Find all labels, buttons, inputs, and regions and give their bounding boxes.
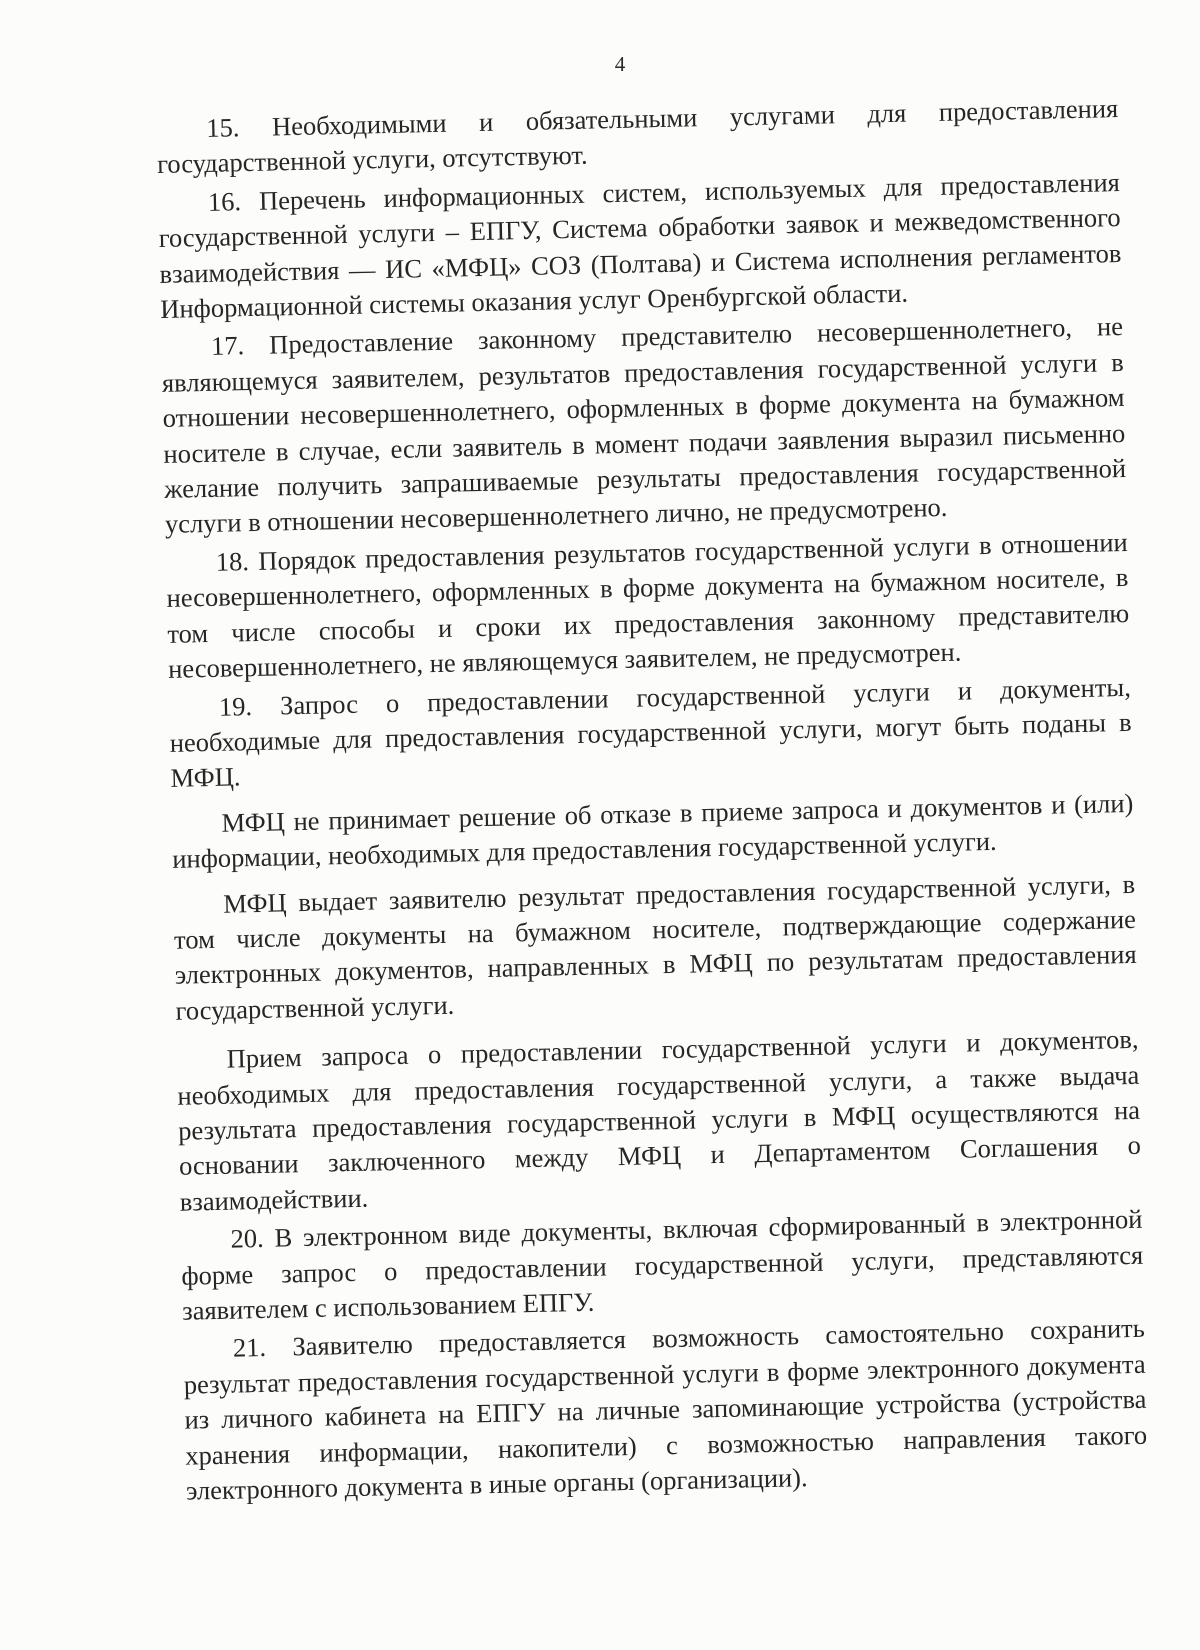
paragraph-21: 21. Заявителю предоставляется возможность самостоятельно сохранить результат предоставления государственной услуги в форме электронного документа из личного кабинета на ЕПГУ на личные запоминающие устройства (устройства хранения информации, накопители) с возможностью направления такого электронного документа в иные органы (организации). <box>183 1313 1148 1506</box>
paragraph-16: 16. Перечень информационных систем, используемых для предоставления государственной услуги – ЕПГУ, Система обработки заявок и межведомственного взаимодействия — ИС «МФЦ» СОЗ (Полтава) и Система исполнения регламентов Информационной системы оказания услуг Оренбургской области. <box>158 166 1122 324</box>
paragraph-18: 18. Порядок предоставления результатов государственной услуги в отношении несовершеннолетнего, оформленных в форме документа на бумажном носителе, в том числе способы и сроки их предоставления законному представителю несовершеннолетнего, не являющемуся заявителем, не предусмотрен. <box>166 526 1130 684</box>
page-number: 4 <box>614 52 626 76</box>
document-body <box>156 91 1148 1509</box>
paragraph-19: 19. Запрос о предоставлении государственной услуги и документы, необходимые для предоставления государственной услуги, могут быть поданы в МФЦ. <box>169 671 1132 794</box>
paragraph-mfc-refusal: МФЦ не принимает решение об отказе в приеме запроса и документов и (или) информации, необходимых для предоставления государственной услуги. <box>171 787 1134 874</box>
paragraph-20: 20. В электронном виде документы, включая сформированный в электронной форме запрос о предоставлении государственной услуги, представляются заявителем с использованием ЕПГУ. <box>181 1203 1144 1326</box>
paragraph-15: 15. Необходимыми и обязательными услугами для предоставления государственной услуги, отсутствуют. <box>156 93 1119 180</box>
paragraph-mfc-issue: МФЦ выдает заявителю результат предоставления государственной услуги, в том числе документы на бумажном носителе, подтверждающие содержание электронных документов, направленных в МФЦ по результатам предоставления государственной услуги. <box>173 868 1137 1026</box>
paragraph-17: 17. Предоставление законному представителю несовершеннолетнего, не являющемуся заявителем, результатов предоставления государственной услуги в отношении несовершеннолетнего, оформленных в форме документа на бумажном носителе в случае, если заявитель в момент подачи заявления выразил письменно желание получить запрашиваемые результаты предоставления государственной услуги в отношении несовершеннолетнего лично, не предусмотрено. <box>161 311 1127 540</box>
paragraph-mfc-agreement: Прием запроса о предоставлении государственной услуги и документов, необходимых для предоставления государственной услуги, а также выдача результата предоставления государственной услуги в МФЦ осуществляются на основании заключенного между МФЦ и Департаментом Соглашения о взаимодействии. <box>177 1023 1142 1217</box>
